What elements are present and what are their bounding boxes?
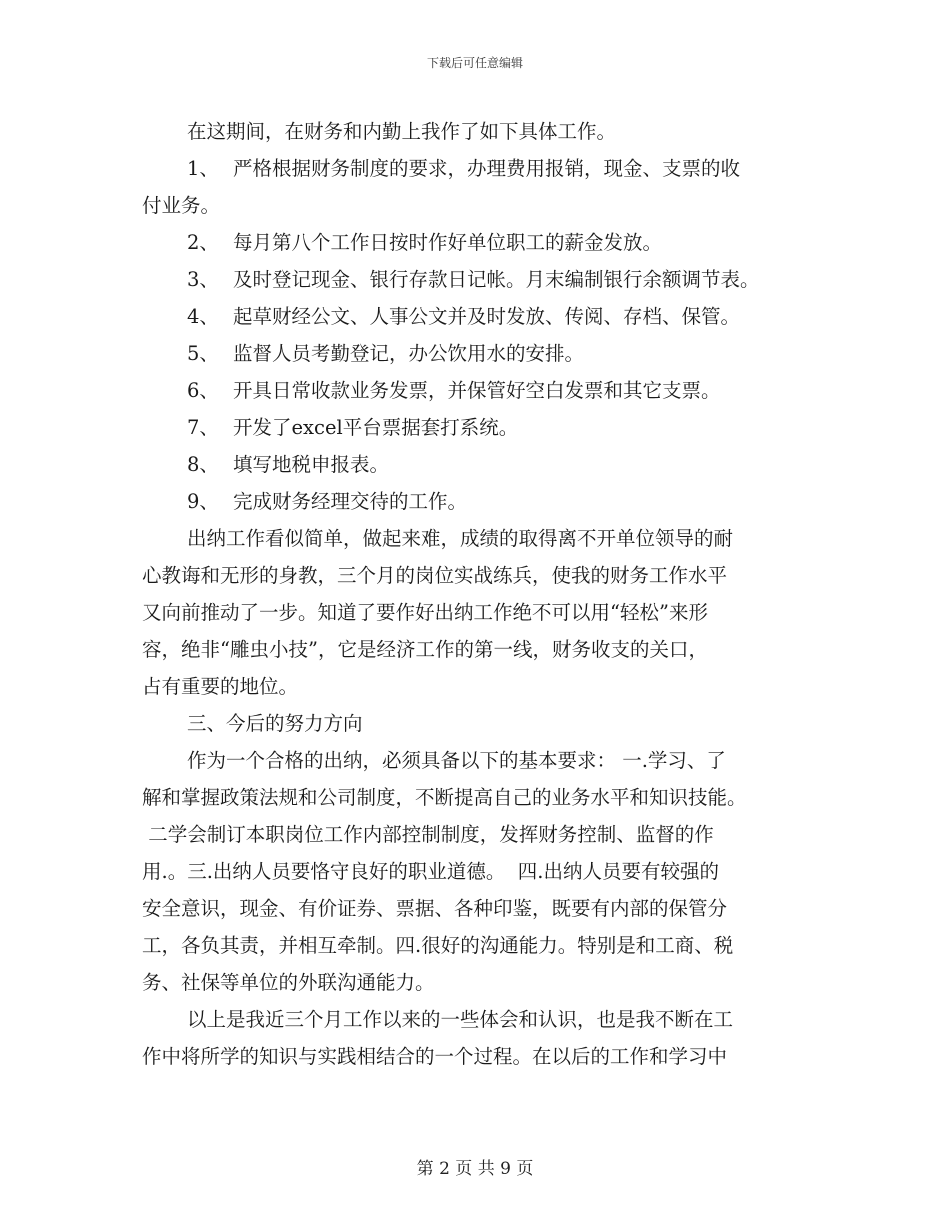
list-item-text: 监督人员考勤登记，办公饮用水的安排。 <box>233 342 585 365</box>
list-item-8 <box>142 446 812 483</box>
list-item-text: 完成财务经理交待的工作。 <box>233 490 468 513</box>
list-number: 3、 <box>187 268 219 291</box>
list-number: 1、 <box>187 157 219 180</box>
list-number: 2、 <box>187 231 219 254</box>
list-item-text: 及时登记现金、银行存款日记帐。月末编制银行余额调节表。 <box>233 268 760 291</box>
intro-paragraph: 在这期间，在财务和内勤上我作了如下具体工作。 <box>187 120 617 143</box>
list-item-4 <box>142 298 812 335</box>
list-item-text: 开发了excel平台票据套打系统。 <box>233 416 519 439</box>
list-number: 4、 <box>187 305 219 328</box>
list-number: 8、 <box>187 453 219 476</box>
paragraph-3-line-5: 安全意识，现金、有价证券、票据、各种印鉴，既要有内部的保管分 <box>142 897 728 920</box>
paragraph-2-line-5: 占有重要的地位。 <box>142 675 299 698</box>
paragraph-3-line-3: 二学会制订本职岗位工作内部控制制度，发挥财务控制、监督的作 <box>142 823 714 846</box>
list-number: 9、 <box>187 490 219 513</box>
paragraph-4-line-2: 作中将所学的知识与实践相结合的一个过程。在以后的工作和学习中 <box>142 1045 728 1068</box>
list-number: 5、 <box>187 342 219 365</box>
list-number: 6、 <box>187 379 219 402</box>
paragraph-3-line-1: 作为一个合格的出纳，必须具备以下的基本要求： 一.学习、了 <box>187 749 726 772</box>
paragraph-3-line-7: 务、社保等单位的外联沟通能力。 <box>142 971 435 994</box>
paragraph-3-line-6: 工，各负其责，并相互牵制。四.很好的沟通能力。特别是和工商、税 <box>142 934 734 957</box>
paragraph-2-line-1: 出纳工作看似简单，做起来难，成绩的取得离不开单位领导的耐 <box>187 527 734 550</box>
list-item-text: 每月第八个工作日按时作好单位职工的薪金发放。 <box>233 231 663 254</box>
paragraph-2-line-2: 心教诲和无形的身教，三个月的岗位实战练兵，使我的财务工作水平 <box>142 564 728 587</box>
page-footer: 第 2 页 共 9 页 <box>416 1159 534 1179</box>
list-item-5 <box>142 335 812 372</box>
list-number: 7、 <box>187 416 219 439</box>
document-body <box>142 113 812 1075</box>
list-item-text: 开具日常收款业务发票，并保管好空白发票和其它支票。 <box>233 379 721 402</box>
section-heading: 三、今后的努力方向 <box>187 712 363 735</box>
paragraph-2-line-3: 又向前推动了一步。知道了要作好出纳工作绝不可以用“轻松”来形 <box>142 601 708 624</box>
list-item-3 <box>142 261 812 298</box>
page-header: 下载后可任意编辑 <box>426 56 523 70</box>
list-item-6 <box>142 372 812 409</box>
list-item-text: 起草财经公文、人事公文并及时发放、传阅、存档、保管。 <box>233 305 741 328</box>
list-item-7 <box>142 409 812 446</box>
paragraph-3-line-4: 用.。三.出纳人员要恪守良好的职业道德。 四.出纳人员要有较强的 <box>142 860 719 883</box>
list-item-9 <box>142 483 812 520</box>
paragraph-4-line-1: 以上是我近三个月工作以来的一些体会和认识，也是我不断在工 <box>187 1008 734 1031</box>
list-item-1-continuation: 付业务。 <box>142 194 221 217</box>
paragraph-2-line-4: 容，绝非“雕虫小技”，它是经济工作的第一线，财务收支的关口， <box>142 638 708 661</box>
list-item-text: 严格根据财务制度的要求，办理费用报销，现金、支票的收 <box>233 157 741 180</box>
list-item-1 <box>142 150 812 187</box>
list-item-2 <box>142 224 812 261</box>
paragraph-3-line-2: 解和掌握政策法规和公司制度，不断提高自己的业务水平和知识技能。 <box>142 786 747 809</box>
list-item-text: 填写地税申报表。 <box>233 453 390 476</box>
